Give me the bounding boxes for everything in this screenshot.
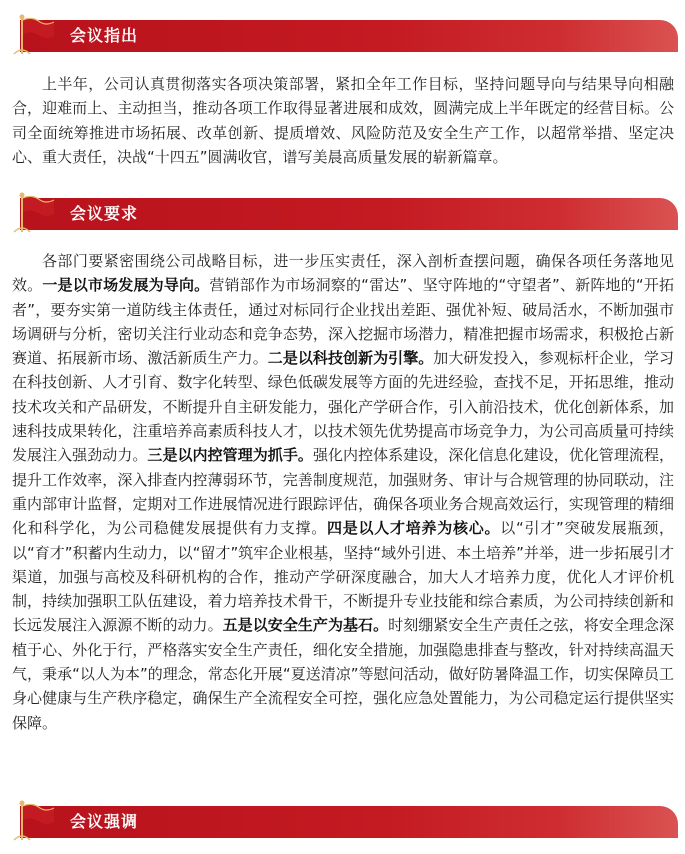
paragraph-meeting-points: 上半年，公司认真贯彻落实各项决策部署，紧扣全年工作目标，坚持问题导向与结果导向相融合，迎难而上、主动担当，推动各项工作取得显著进展和成效，圆满完成上半年既定的经营目标。公司全面统筹推进市场拓展、改革创新、提质增效、风险防范及安全生产工作，以超常举措、坚定决心、重大责任，决战“十四五”圆满收官，谱写美晨高质量发展的崭新篇章。 — [12, 75, 674, 166]
point-3-heading: 三是以内控管理为抓手。 — [147, 446, 313, 465]
point-3-text: 强化内控体系建设，深化信息化建设，优化管理流程，提升工作效率，深入排查内控薄弱环节，完善制度规范，加强财务、审计与合规管理的协同联动，注重内部审计监督，定期对工作进展情况进行跟踪评估，确保各项业务合规高效运行，实现管理的精细化和科学化，为公司稳健发展提供有力支撑。 — [12, 446, 674, 538]
section-banner-2 — [10, 192, 678, 234]
point-1-heading: 一是以市场发展为导向。 — [42, 276, 210, 295]
section-heading: 会议强调 — [70, 812, 139, 831]
point-1-text: 营销部作为市场洞察的“雷达”、坚守阵地的“守望者”、新阵地的“开拓者”，要夯实第一道防线主体责任，通过对标同行企业找出差距、强优补短、破局活水，不断加强市场调研与分析，密切关注行业动态和竞争态势，深入挖掘市场潜力，精准把握市场需求，积极抢占新赛道、拓展新市场、激活新质生产力。 — [12, 276, 674, 368]
point-2-text: 加大研发投入，参观标杆企业，学习在科技创新、人才引育、数字化转型、绿色低碳发展等方面的先进经验，查找不足，开拓思维，推动技术攻关和产品研发，不断提升自主研发能力，强化产学研合作，引入前沿技术，优化创新体系，加速科技成果转化，注重培养高素质科技人才，以技术领先优势提高市场竞争力，为公司高质量可持续发展注入强劲动力。 — [12, 349, 674, 465]
section-heading: 会议指出 — [70, 26, 139, 45]
point-2-heading: 二是以科技创新为引擎。 — [267, 349, 434, 368]
flag-pole-icon — [10, 14, 58, 56]
point-5-text: 时刻绷紧安全生产责任之弦，将安全理念深植于心、外化于行，严格落实安全生产责任，细化安全措施，加强隐患排查与整改，针对持续高温天气，秉承“以人为本”的理念，常态化开展“夏送清凉”等慰问活动，做好防暑降温工作，切实保障员工身心健康与生产秩序稳定，确保生产全流程安全可控，强化应急处置能力，为公司稳定运行提供坚实保障。 — [12, 616, 674, 732]
section-banner-3 — [10, 800, 678, 842]
point-4-text: 以“引才”突破发展瓶颈，以“育才”积蓄内生动力，以“留才”筑牢企业根基，坚持“域外引进、本土培养”并举，进一步拓展引才渠道，加强与高校及科研机构的合作，推动产学研深度融合，加大人才培养力度，优化人才评价机制，持续加强职工队伍建设，着力培养技术骨干，不断提升专业技能和综合素质，为公司持续创新和长远发展注入源源不断的动力。 — [12, 519, 674, 635]
point-4-heading: 四是以人才培养为核心。 — [326, 519, 501, 538]
requirements-intro: 各部门要紧密围绕公司战略目标，进一步压实责任，深入剖析查摆问题，确保各项任务落地见效。 — [12, 252, 674, 295]
paragraph-meeting-requirements — [12, 249, 674, 735]
flag-pole-icon — [10, 800, 58, 842]
point-5-heading: 五是以安全生产为基石。 — [222, 616, 389, 635]
section-banner-1 — [10, 14, 678, 56]
flag-pole-icon — [10, 192, 58, 234]
section-heading: 会议要求 — [70, 204, 139, 223]
